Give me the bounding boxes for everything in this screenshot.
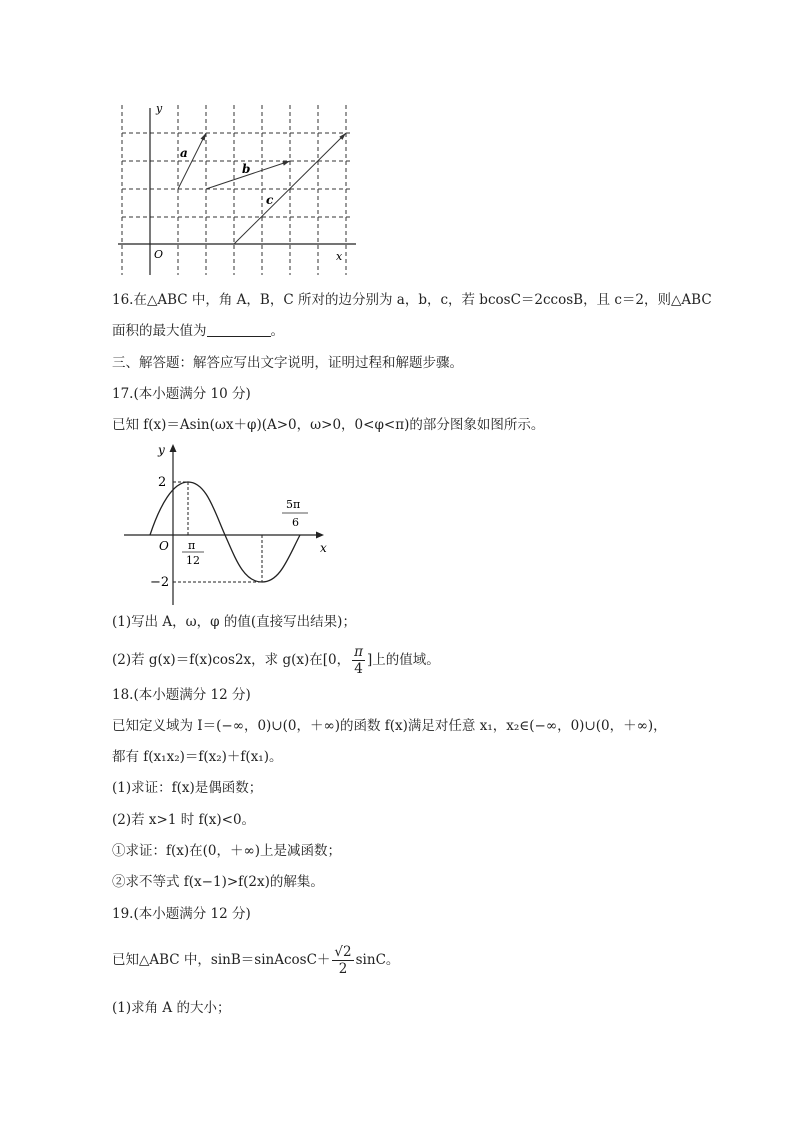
origin-label: O — [159, 539, 169, 553]
q19-header — [112, 904, 251, 924]
q17-header-text: 17.(本小题满分 10 分) — [112, 386, 251, 402]
q19-header-text: 19.(本小题满分 12 分) — [112, 906, 251, 922]
q19-part-1 — [112, 998, 230, 1018]
vector-grid-figure — [110, 100, 360, 278]
q16-text-2: 面积的最大值为 — [112, 323, 207, 339]
vector-a-label: a — [180, 146, 188, 160]
q19-stem — [112, 940, 399, 980]
y-axis-label: y — [158, 443, 165, 457]
q18-header-text: 18.(本小题满分 12 分) — [112, 687, 251, 703]
q17-fraction — [352, 644, 365, 677]
y-max-label: 2 — [158, 475, 167, 490]
q17-part-2-text-before: (2)若 g(x)＝f(x)cos2x，求 g(x)在[0， — [112, 652, 351, 668]
origin-label: O — [154, 248, 164, 261]
q17-fraction-den: 4 — [354, 661, 363, 677]
x-axis-arrow — [316, 532, 324, 539]
q18-sub-1 — [112, 841, 341, 861]
q17-part-2-text-after: ]上的值域。 — [366, 652, 440, 668]
q16-line-1 — [112, 290, 712, 310]
q18-stem-1-text: 已知定义域为 I＝(−∞，0)∪(0，＋∞)的函数 f(x)满足对任意 x₁，x₂∈(−∞，0)∪(0，＋∞)， — [112, 718, 667, 734]
q17-part-1-text: (1)写出 A，ω，φ 的值(直接写出结果)； — [112, 614, 356, 630]
q18-stem-2 — [112, 747, 282, 767]
q18-stem-1 — [112, 716, 667, 736]
q16-period: 。 — [270, 323, 284, 339]
section-3-text: 三、解答题：解答应写出文字说明，证明过程和解题步骤。 — [112, 355, 463, 371]
q19-stem-text-after: sinC。 — [355, 952, 400, 968]
q18-header — [112, 685, 251, 705]
vector-c-label: c — [266, 193, 274, 207]
q18-sub-2 — [112, 872, 324, 892]
q17-header — [112, 384, 251, 404]
q19-fraction — [332, 944, 353, 977]
x-axis-label: x — [320, 541, 327, 555]
q17-fraction-num: π — [354, 644, 363, 660]
q18-part-2 — [112, 810, 255, 830]
q18-sub-1-text: ①求证：f(x)在(0，＋∞)上是减函数； — [112, 843, 342, 859]
q19-part-1-text: (1)求角 A 的大小； — [112, 1000, 231, 1016]
vector-b-label: b — [242, 162, 251, 176]
q16-text: 16.在△ABC 中，角 A，B，C 所对的边分别为 a，b，c，若 bcosC＝2ccosB，且 c＝2，则△ABC — [112, 292, 712, 308]
q18-part-1-text: (1)求证：f(x)是偶函数； — [112, 780, 263, 796]
q19-fraction-den: 2 — [338, 961, 348, 977]
y-axis-arrow — [170, 444, 177, 452]
vector-a-arrowhead — [201, 133, 207, 141]
q19-fraction-num: √2 — [334, 944, 352, 960]
q17-stem — [112, 415, 544, 435]
tick-5pi-6-num: 5π — [286, 498, 301, 511]
vector-b-arrowhead — [282, 161, 290, 166]
q19-stem-text-before: 已知△ABC 中，sinB＝sinAcosC＋ — [112, 952, 331, 968]
section-3-heading — [112, 353, 463, 373]
sine-graph-figure — [118, 440, 338, 610]
q17-part-2 — [112, 640, 440, 680]
q18-part-2-text: (2)若 x>1 时 f(x)<0。 — [112, 812, 256, 828]
q17-stem-text: 已知 f(x)＝Asin(ωx＋φ)(A>0，ω>0，0<φ<π)的部分图象如图所示。 — [112, 417, 545, 433]
q16-line-2 — [112, 321, 284, 341]
x-axis-label: x — [336, 250, 343, 263]
q18-stem-2-text: 都有 f(x₁x₂)＝f(x₂)＋f(x₁)。 — [112, 749, 283, 765]
tick-5pi-6-den: 6 — [292, 516, 299, 529]
answer-blank[interactable] — [207, 322, 271, 337]
q18-sub-2-text: ②求不等式 f(x−1)>f(2x)的解集。 — [112, 874, 324, 890]
y-axis-label: y — [156, 102, 163, 115]
q17-part-1 — [112, 612, 356, 632]
tick-pi-12-num: π — [188, 539, 196, 552]
q18-part-1 — [112, 778, 262, 798]
y-min-label: −2 — [150, 575, 170, 590]
tick-pi-12-den: 12 — [186, 554, 200, 567]
